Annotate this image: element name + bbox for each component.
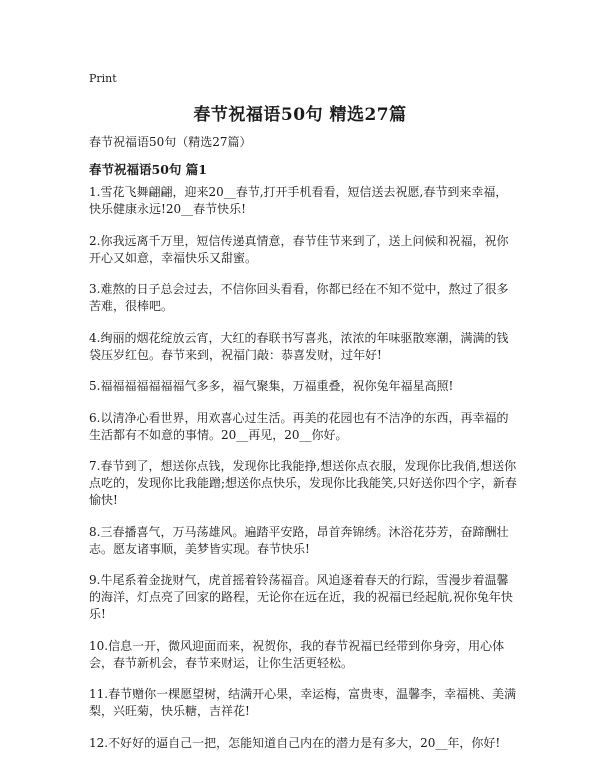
page-title: 春节祝福语50句 精选27篇 (193, 105, 407, 125)
blessings-list (89, 184, 519, 766)
list-item: 8.三春播喜气，万马荡雄风。遍踏平安路，昂首奔锦绣。沐浴花芬芳，奋蹄酬壮志。愿友诸事顺，美梦皆实现。春节快乐! (89, 524, 509, 556)
list-item: 2.你我远离千万里，短信传递真情意，春节佳节来到了，送上问候和祝福，祝你开心又如意，幸福快乐又甜蜜。 (89, 233, 509, 265)
list-item: 5.福福福福福福福气多多，福气聚集，万福重叠，祝你兔年福星高照! (89, 379, 454, 393)
document-subtitle: 春节祝福语50句（精选27篇） (89, 135, 252, 149)
list-item: 9.牛尾系着金拢财气，虎首摇着铃荡福音。风追逐着春天的行踪，雪漫步着温馨的海洋，灯点亮了回家的路程，无论你在远在近，我的祝福已经起航,祝你兔年快乐! (89, 573, 513, 621)
list-item: 6.以清净心看世界，用欢喜心过生活。再美的花园也有不洁净的东西，再幸福的生活都有不如意的事情。20__再见，20__你好。 (89, 410, 509, 442)
list-item: 11.春节赠你一棵愿望树，结满开心果，幸运梅，富贵枣，温馨李，幸福桃、美满梨，兴旺菊，快乐糖，吉祥花! (89, 687, 517, 718)
list-item: 4.绚丽的烟花绽放云宵，大红的春联书写喜兆，浓浓的年味驱散寒潮，满满的钱袋压岁红包。春节来到，祝福门敲：恭喜发财，过年好! (89, 330, 509, 362)
print-link[interactable]: Print (89, 72, 117, 85)
list-item: 3.难熬的日子总会过去，不信你回头看看，你都已经在不知不觉中，熬过了很多苦难，很棒吧。 (89, 282, 509, 313)
list-item: 7.春节到了，想送你点钱，发现你比我能挣,想送你点衣服，发现你比我俏,想送你点吃的，发现你比我能蹭;想送你点快乐，发现你比我能笑,只好送你四个字，新春愉快! (89, 459, 517, 507)
section-heading: 春节祝福语50句 篇1 (89, 162, 207, 177)
list-item: 12.不好好的逼自己一把，怎能知道自己内在的潜力是有多大，20__年，你好! (89, 735, 501, 750)
list-item: 1.雪花飞舞翩翩，迎来20__春节,打开手机看看，短信送去祝愿,春节到来幸福，快乐健康永远!20__春节快乐! (89, 185, 508, 216)
list-item: 10.信息一开，微风迎面而来，祝贺你，我的春节祝福已经带到你身旁，用心体会，春节新机会，春节来财运，让你生活更轻松。 (89, 638, 505, 670)
